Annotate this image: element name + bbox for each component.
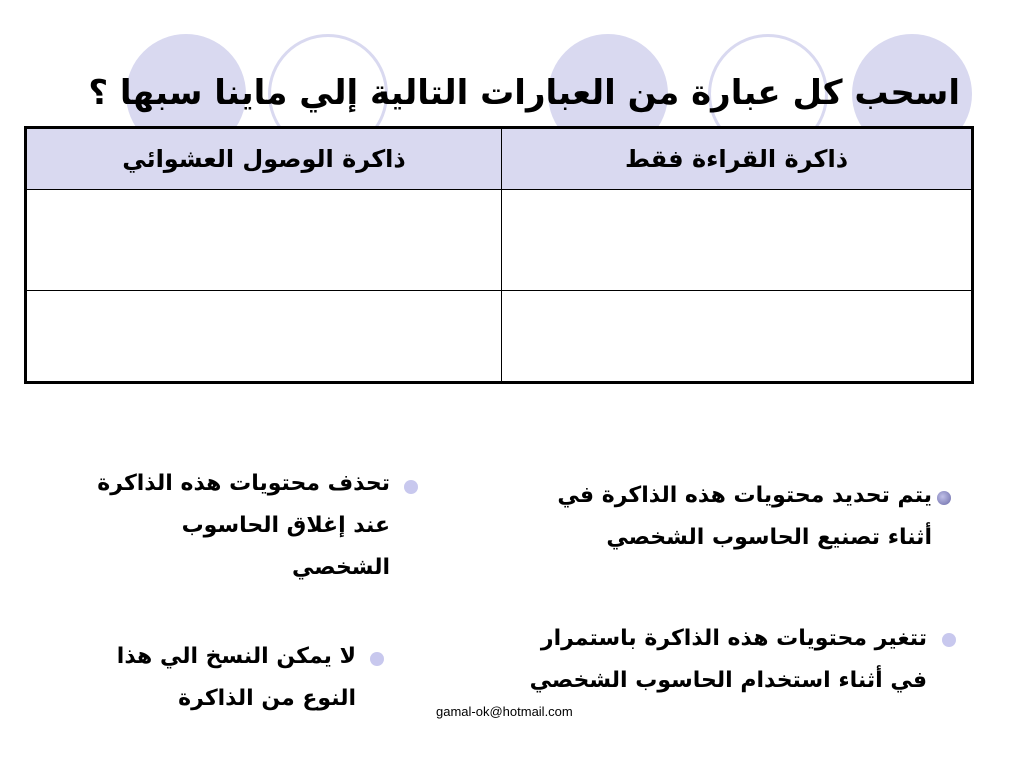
- drop-cell-ram-2[interactable]: [27, 291, 501, 381]
- circle-bullet-icon: [942, 633, 956, 647]
- item-text: لا يمكن النسخ الي هذا النوع من الذاكرة: [116, 644, 356, 711]
- circle-bullet-icon: [370, 652, 384, 666]
- slide-title: اسحب كل عبارة من العبارات التالية إلي ماينا سبها ؟: [88, 73, 960, 113]
- drop-cell-rom-2[interactable]: [502, 291, 971, 381]
- item-text: تتغير محتويات هذه الذاكرة باستمرار في أثناء استخدام الحاسوب الشخصي: [529, 626, 927, 693]
- column-header-ram: ذاكرة الوصول العشوائي: [122, 145, 406, 173]
- drop-cell-rom-1[interactable]: [502, 190, 971, 290]
- column-header-rom: ذاكرة القراءة فقط: [624, 145, 849, 173]
- circle-bullet-icon: [937, 491, 951, 505]
- drop-table: [24, 126, 974, 384]
- footer-email: gamal-ok@hotmail.com: [436, 704, 573, 719]
- circle-bullet-icon: [404, 480, 418, 494]
- item-text: يتم تحديد محتويات هذه الذاكرة في أثناء تصنيع الحاسوب الشخصي: [557, 483, 932, 550]
- drop-cell-ram-1[interactable]: [27, 190, 501, 290]
- item-text: تحذف محتويات هذه الذاكرة عند إغلاق الحاسوب الشخصي: [97, 471, 390, 580]
